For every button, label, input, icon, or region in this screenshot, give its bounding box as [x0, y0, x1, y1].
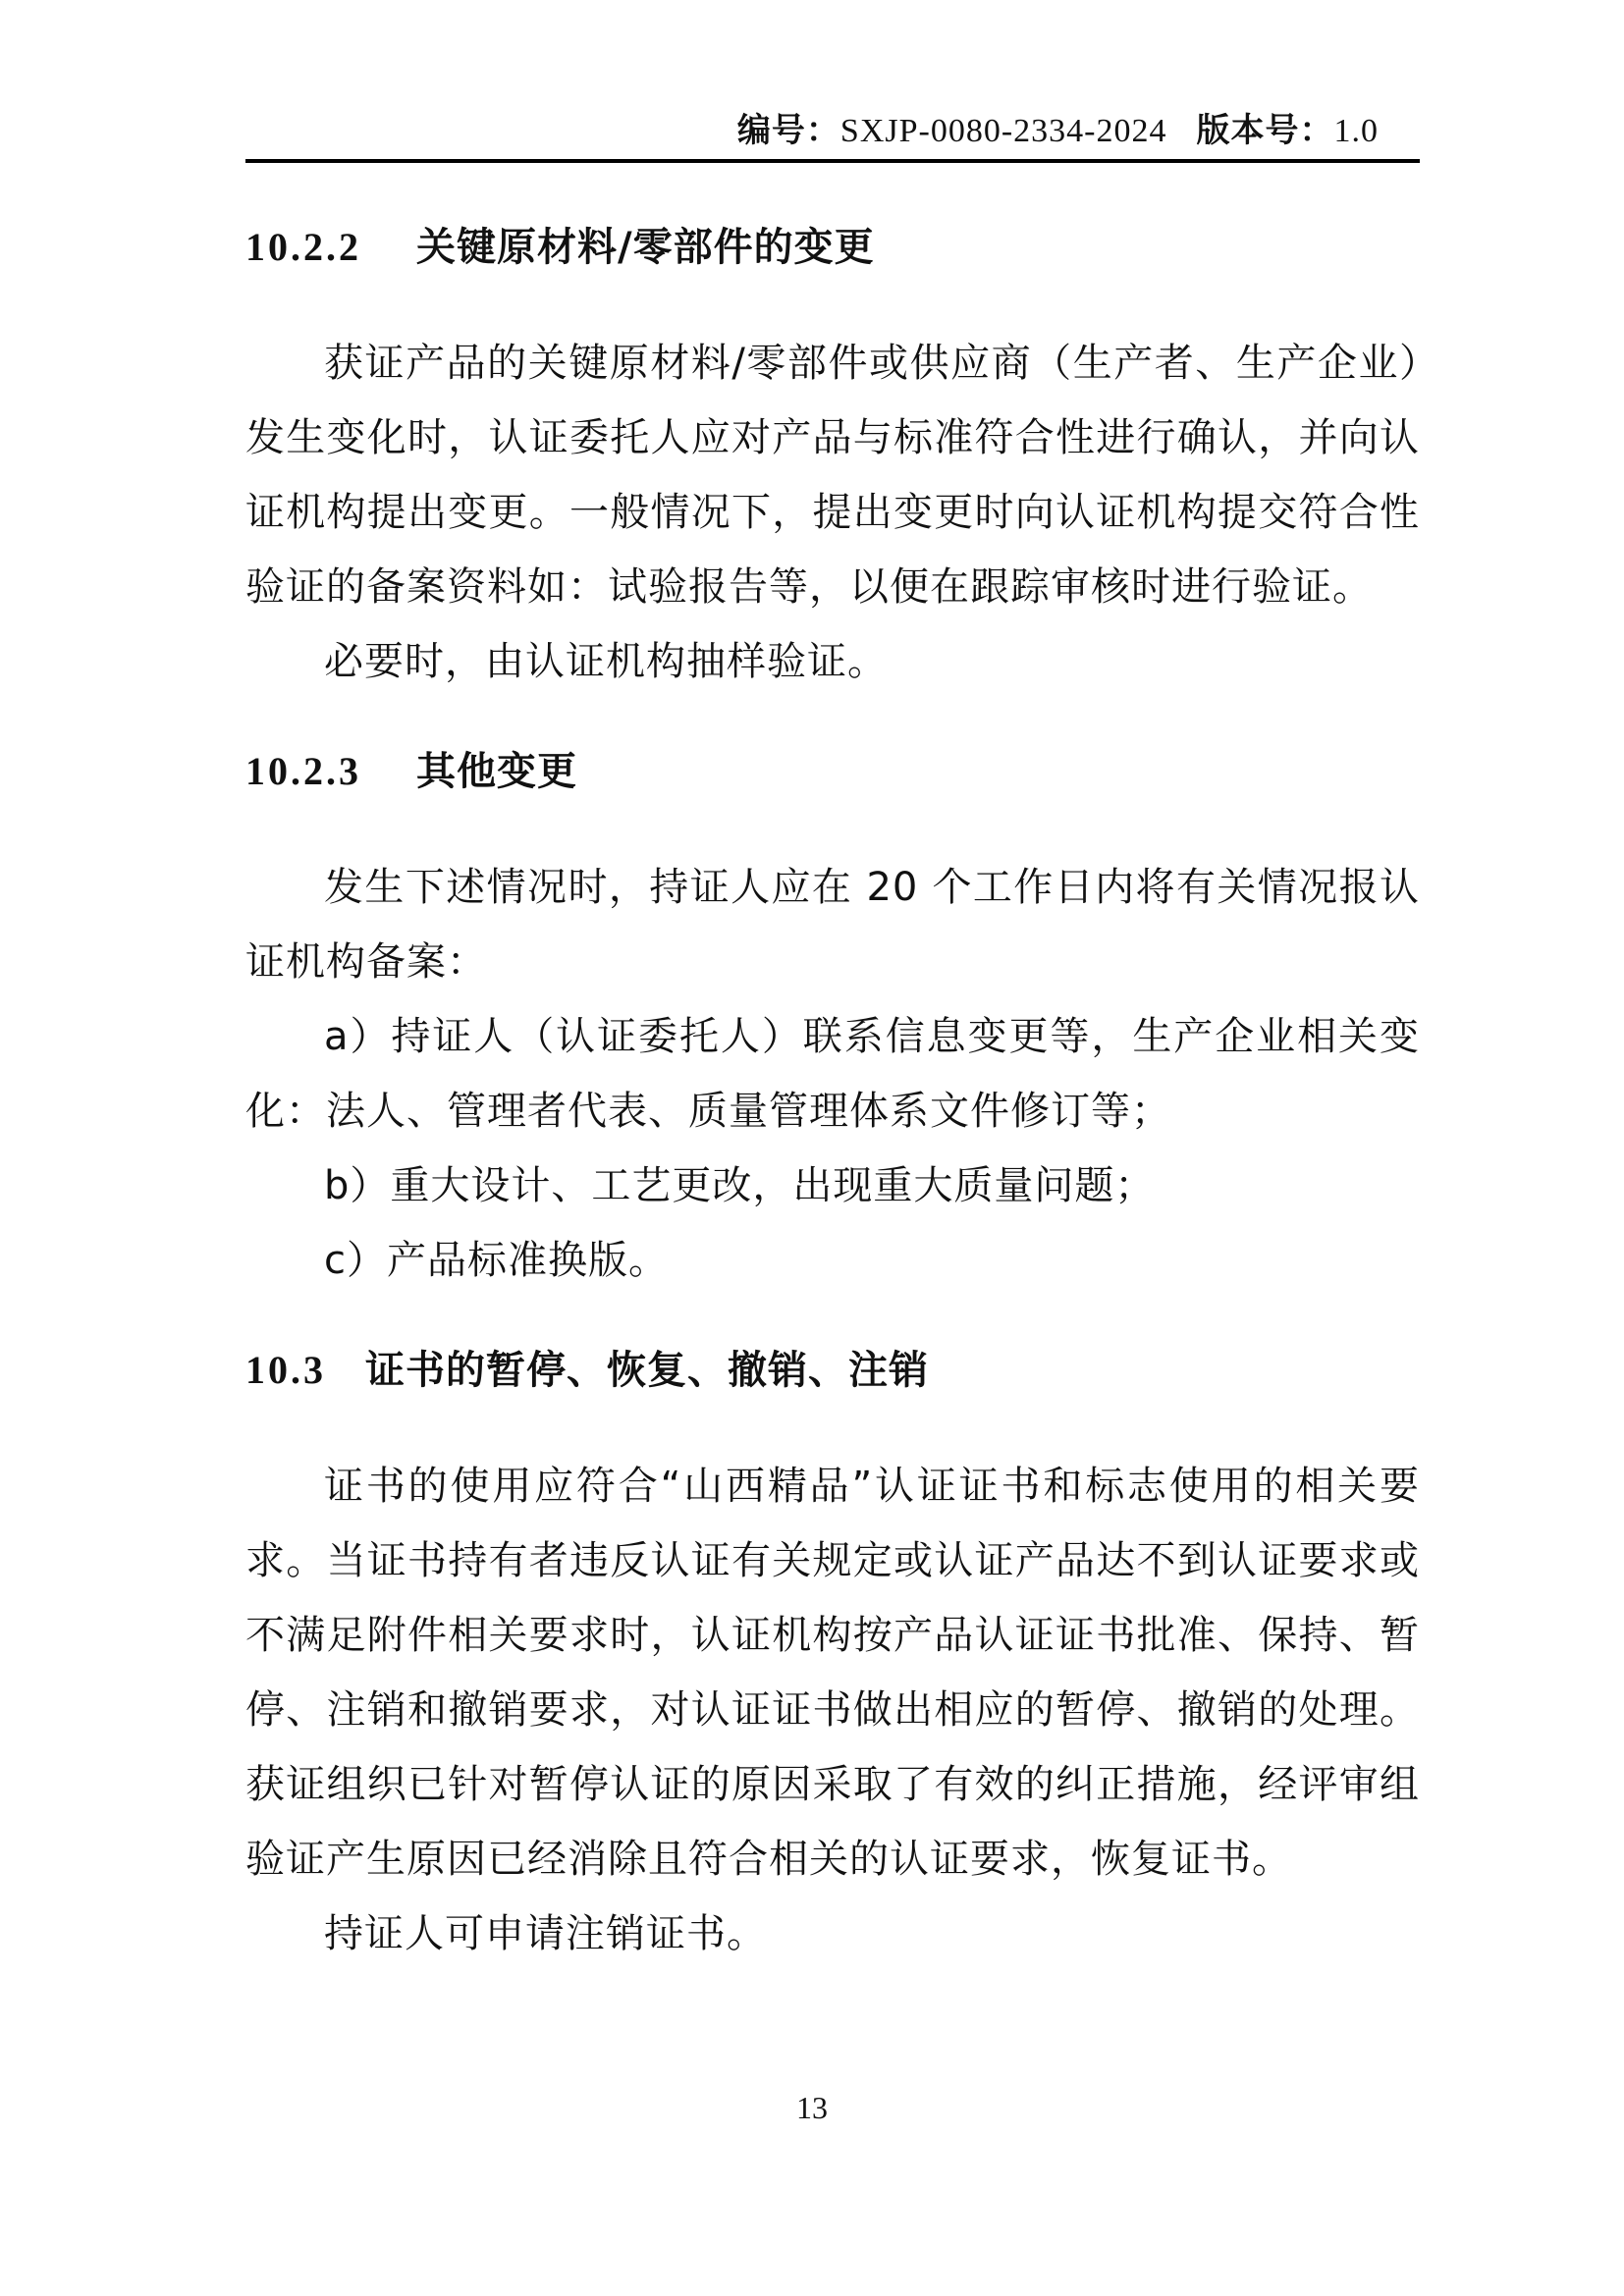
section-number: 10.2.3 [245, 749, 361, 793]
section-heading-10-3 [245, 1345, 1420, 1396]
doc-version-label: 版本号： [1196, 111, 1334, 150]
section-title: 证书的暂停、恢复、撤销、注销 [365, 1348, 929, 1393]
section-title: 其他变更 [416, 749, 577, 794]
section-number: 10.3 [245, 1348, 326, 1392]
body-paragraph: 持证人可申请注销证书。 [324, 1911, 767, 1956]
body-paragraph: 发生下述情况时，持证人应在 20 个工作日内将有关情况报认证机构备案： [245, 865, 1420, 985]
page-content [245, 0, 1420, 1971]
body-paragraph: 必要时，由认证机构抽样验证。 [324, 639, 888, 684]
doc-version-value: 1.0 [1333, 113, 1379, 149]
section-number: 10.2.2 [245, 225, 361, 269]
doc-code-value: SXJP-0080-2334-2024 [839, 113, 1167, 149]
section-heading-10-2-2 [245, 222, 1420, 273]
page-number: 13 [796, 2090, 828, 2125]
body-paragraph: a）持证人（认证委托人）联系信息变更等，生产企业相关变化：法人、管理者代表、质量管理体系文件修订等； [245, 1014, 1420, 1134]
doc-code-label: 编号： [736, 111, 840, 150]
body-paragraph: 获证产品的关键原材料/零部件或供应商（生产者、生产企业）发生变化时，认证委托人应对产品与标准符合性进行确认，并向认证机构提出变更。一般情况下，提出变更时向认证机构提交符合性验证的备案资料如：试验报告等，以便在跟踪审核时进行验证。 [245, 341, 1420, 610]
body-paragraph: 证书的使用应符合“山西精品”认证证书和标志使用的相关要求。当证书持有者违反认证有关规定或认证产品达不到认证要求或不满足附件相关要求时，认证机构按产品认证证书批准、保持、暂停、注销和撤销要求，对认证证书做出相应的暂停、撤销的处理。获证组织已针对暂停认证的原因采取了有效的纠正措施，经评审组验证产生原因已经消除且符合相关的认证要求，恢复证书。 [245, 1464, 1420, 1882]
section-title: 关键原材料/零部件的变更 [416, 225, 875, 270]
body-paragraph: c）产品标准换版。 [324, 1238, 669, 1283]
header-divider-rule [245, 159, 1420, 163]
body-paragraph: b）重大设计、工艺更改，出现重大质量问题； [324, 1163, 1156, 1208]
section-heading-10-2-3 [245, 746, 1420, 797]
document-header [245, 110, 1420, 152]
